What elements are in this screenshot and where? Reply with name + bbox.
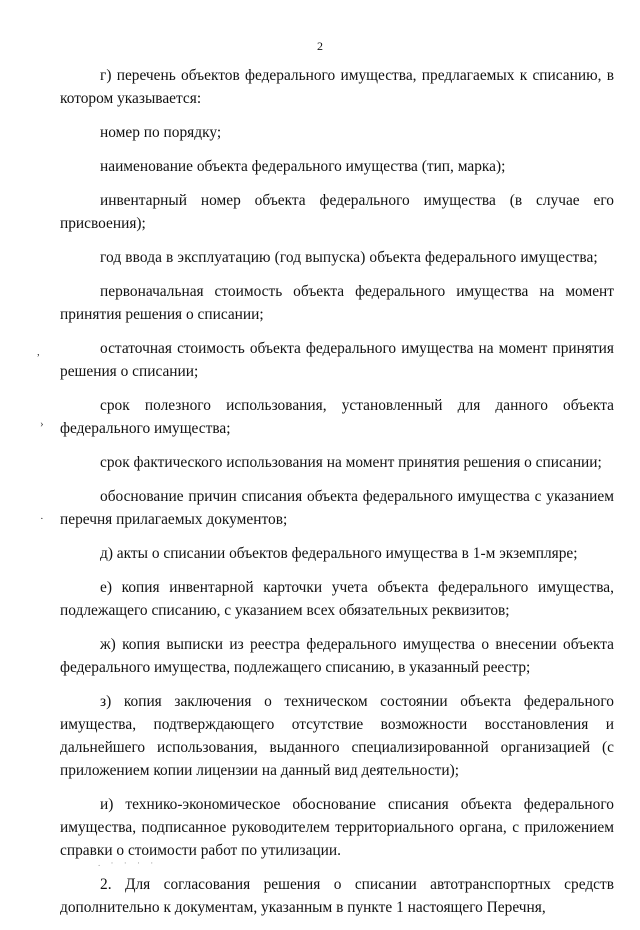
scan-artifact: . · · · ·	[98, 858, 158, 868]
paragraph-item-useful-life: срок полезного использования, установленный для данного объекта федерального имущества;	[60, 397, 614, 437]
scan-mark: ·	[40, 513, 44, 525]
scan-mark: ›	[40, 418, 44, 430]
document-body	[60, 64, 614, 930]
paragraph-section-2: 2. Для согласования решения о списании автотранспортных средств дополнительно к документам, указанным в пункте 1 настоящего Перечня,	[60, 876, 614, 916]
paragraph-item-inventory: инвентарный номер объекта федерального имущества (в случае его присвоения);	[60, 192, 614, 232]
paragraph-item-residual-cost: остаточная стоимость объекта федерального имущества на момент принятия решения о списании;	[60, 340, 614, 380]
page-number: 2	[317, 39, 323, 53]
paragraph-z: з) копия заключения о техническом состоянии объекта федерального имущества, подтверждающего отсутствие возможности восстановления и дальнейшего использования, выданного специализированной организацией (с приложением копии лицензии на данный вид деятельности);	[60, 693, 614, 779]
paragraph-item-justification: обоснование причин списания объекта федерального имущества с указанием перечня прилагаемых документов;	[60, 488, 614, 528]
paragraph-item-year: год ввода в эксплуатацию (год выпуска) объекта федерального имущества;	[100, 249, 598, 266]
paragraph-e: е) копия инвентарной карточки учета объекта федерального имущества, подлежащего списанию, с указанием всех обязательных реквизитов;	[60, 579, 614, 619]
scan-mark: ,	[37, 346, 40, 358]
paragraph-list-intro: г) перечень объектов федерального имущества, предлагаемых к списанию, в котором указывается:	[60, 67, 614, 107]
paragraph-item-actual-use: срок фактического использования на момент принятия решения о списании;	[100, 454, 602, 471]
paragraph-zh: ж) копия выписки из реестра федерального имущества о внесении объекта федерального имущества, подлежащего списанию, в указанный реестр;	[60, 636, 614, 676]
paragraph-item-number: номер по порядку;	[100, 124, 222, 141]
paragraph-item-initial-cost: первоначальная стоимость объекта федерального имущества на момент принятия решения о списании;	[60, 283, 614, 323]
paragraph-d: д) акты о списании объектов федерального имущества в 1-м экземпляре;	[100, 545, 578, 562]
paragraph-item-name: наименование объекта федерального имущества (тип, марка);	[100, 158, 506, 175]
paragraph-i: и) технико-экономическое обоснование списания объекта федерального имущества, подписанное руководителем территориального органа, с приложением справки о стоимости работ по утилизации.	[60, 796, 614, 859]
